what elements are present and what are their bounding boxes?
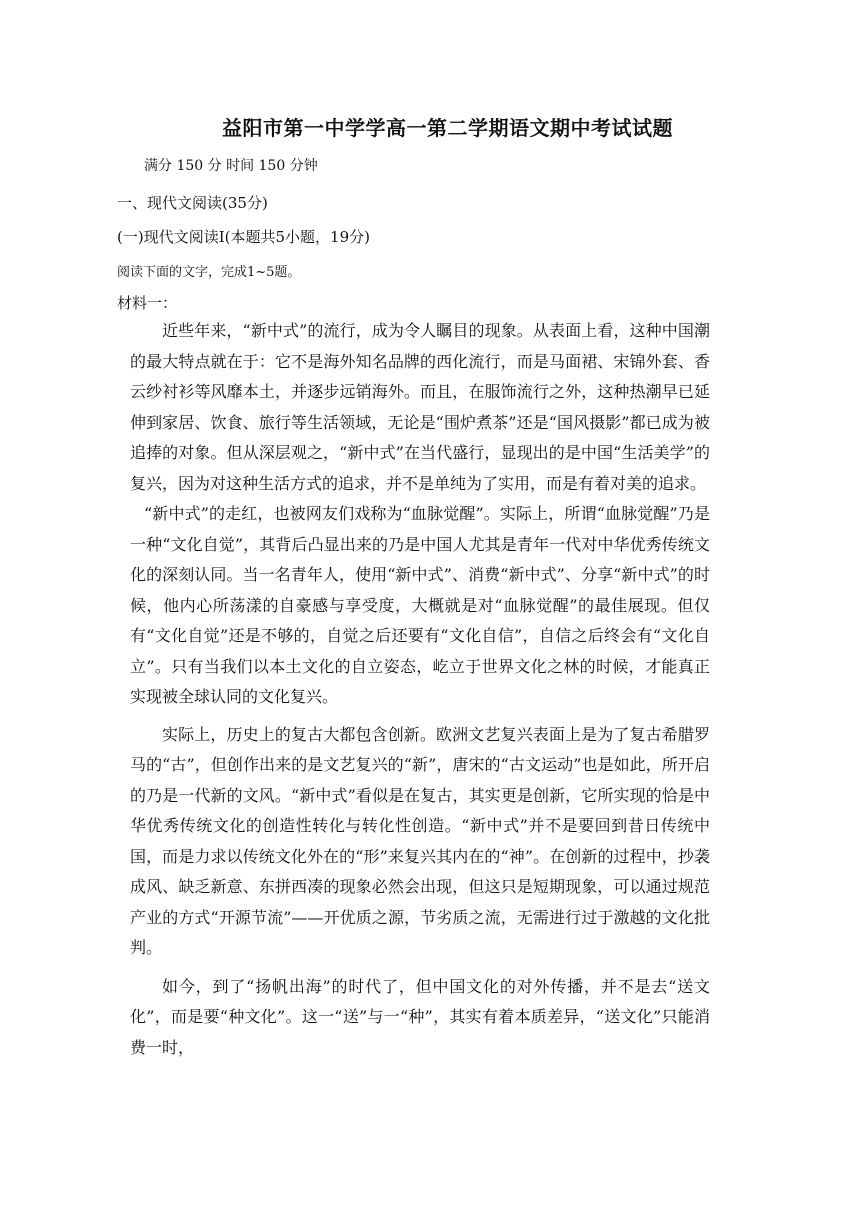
paragraph: 近些年来，“新中式”的流行，成为令人瞩目的现象。从表面上看，这种中国潮的最大特点就在于：它不是海外知名品牌的西化流行，而是马面裙、宋锦外套、香云纱衬衫等风靡本土，并逐步远销海外。而且，在服饰流行之外，这种热潮早已延伸到家居、饮食、旅行等生活领域，无论是“围炉煮茶”还是“国风摄影”都已成为被追捧的对象。但从深层观之，“新中式”在当代盛行，显现出的是中国“生活美学”的复兴，因为对这种生活方式的追求，并不是单纯为了实用，而是有着对美的追求。 [130,321,710,493]
reading-instruction: 阅读下面的文字，完成1~5题。 [117,265,301,280]
section-heading: 一、现代文阅读(35分) [117,194,268,212]
document-title: 益阳市第一中学学高一第二学期语文期中考试试题 [222,116,673,140]
subsection-heading: (一)现代文阅读Ⅰ(本题共5小题，19分) [117,228,370,246]
passage-body [130,316,710,1063]
paragraph: “新中式”的走红，也被网友们戏称为“血脉觉醒”。实际上，所谓“血脉觉醒”乃是一种“文化自觉”，其背后凸显出来的乃是中国人尤其是青年一代对中华优秀传统文化的深刻认同。当一名青年人，使用“新中式”、消费“新中式”、分享“新中式”的时候，他内心所荡漾的自豪感与享受度，大概就是对“血脉觉醒”的最佳展现。但仅有“文化自觉”还是不够的，自觉之后还要有“文化自信”，自信之后终会有“文化自立”。只有当我们以本土文化的自立姿态，屹立于世界文化之林的时候，才能真正实现被全球认同的文化复兴。 [130,504,710,706]
exam-meta: 满分 150 分 时间 150 分钟 [144,158,318,174]
material-label: 材料一： [117,294,178,312]
paragraph: 实际上，历史上的复古大都包含创新。欧洲文艺复兴表面上是为了复古希腊罗马的“古”，但创作出来的是文艺复兴的“新”，唐宋的“古文运动”也是如此，所开启的乃是一代新的文风。“新中式”看似是在复古，其实更是创新，它所实现的恰是中华优秀传统文化的创造性转化与转化性创造。“新中式”并不是要回到昔日传统中国，而是力求以传统文化外在的“形”来复兴其内在的“神”。在创新的过程中，抄袭成风、缺乏新意、东拼西凑的现象必然会出现，但这只是短期现象，可以通过规范产业的方式“开源节流”——开优质之源，节劣质之流，无需进行过于激越的文化批判。 [130,724,710,957]
paragraph: 如今，到了“扬帆出海”的时代了，但中国文化的对外传播，并不是去“送文化”，而是要“种文化”。这一“送”与一“种”，其实有着本质差异，“送文化”只能消费一时， [130,976,710,1057]
